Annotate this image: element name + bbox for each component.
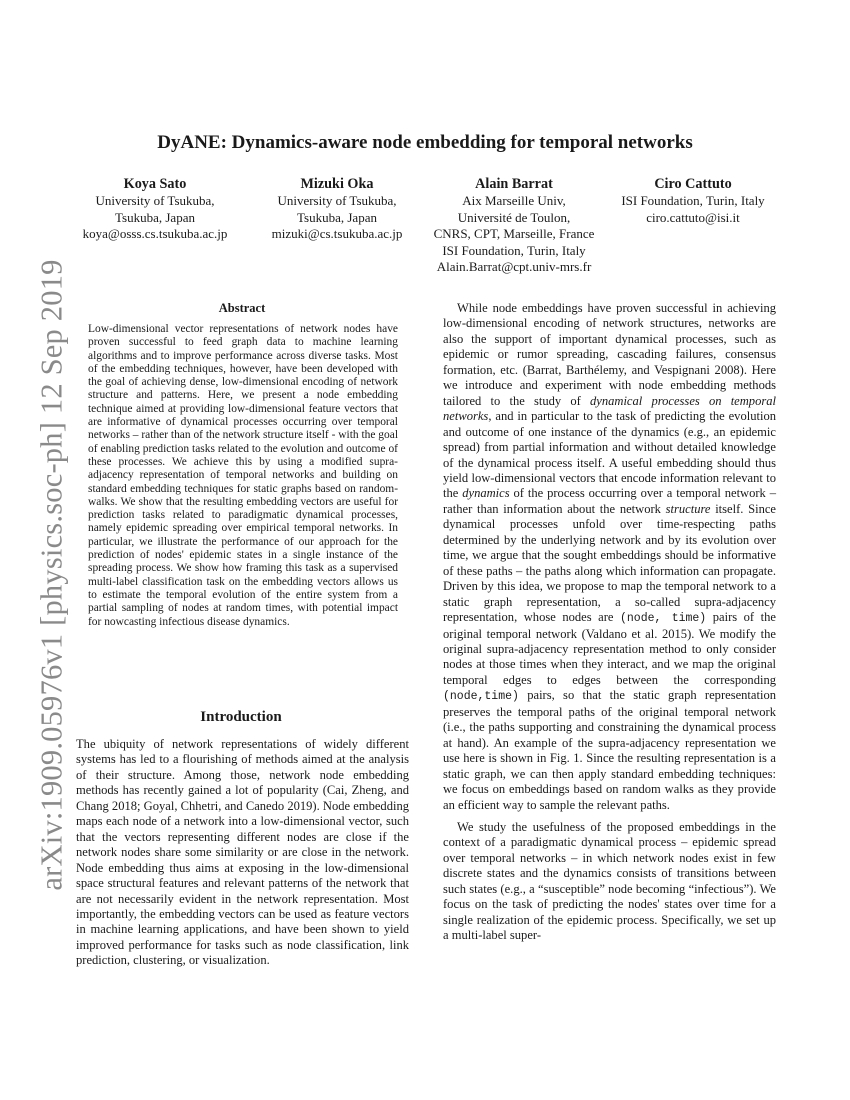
abstract-heading: Abstract: [218, 301, 266, 315]
author-affiliation: Aix Marseille Univ,: [462, 193, 566, 208]
author-block: [621, 176, 764, 226]
text-run: pairs, so that the static graph representation preserves the temporal paths of the original temporal network (i.e., the paths supporting and constraining the dynamical process at hand). An example of the supra-adjacency representation we use here is shown in Fig. 1. Since the resulting representation is a static graph, we can then apply standard embedding techniques: we focus on embeddings based on random walks as they provide an efficient way to sample the relevant paths.: [443, 688, 776, 812]
author-affiliation: ISI Foundation, Turin, Italy: [621, 193, 765, 208]
author-location: Tsukuba, Japan: [115, 209, 195, 225]
author-email: Alain.Barrat@cpt.univ-mrs.fr: [436, 259, 592, 274]
introduction-heading: Introduction: [200, 709, 282, 725]
author-name: Ciro Cattuto: [654, 176, 732, 192]
author-block: [272, 176, 403, 243]
arxiv-identifier: arXiv:1909.05976v1 [physics.soc-ph] 12 Sep 2019: [34, 259, 69, 891]
author-email: koya@osss.cs.tsukuba.ac.jp: [82, 226, 228, 241]
emphasis-text: dynamics: [462, 486, 510, 501]
text-run: , and in particular to the task of predicting the evolution and outcome of one instance of the dynamics (e.g., an epidemic spread) from partial information and without detailed knowledge of the dynamical process itself. A useful embedding should thus yield low-dimensional vectors that encode information relevant to the: [443, 409, 776, 501]
emphasis-text: dynamical processes on temporal networks: [443, 393, 776, 424]
author-name: Mizuki Oka: [300, 176, 374, 192]
paper-title: DyANE: Dynamics-aware node embedding for temporal networks: [157, 132, 693, 153]
author-block: [434, 176, 595, 276]
author-name: Alain Barrat: [475, 176, 553, 192]
right-column-text: [443, 301, 776, 944]
author-name: Koya Sato: [123, 176, 187, 192]
text-run: itself. Since dynamical processes unfold over time-respecting paths determined by the underlying network and by its evolution over time, we argue that the sought embeddings should be informative of these paths – the paths along which information can propagate. Driven by this idea, we propose to map the temporal network to a static graph representation, a so-called supra-adjacency representation, whose nodes are: [443, 501, 776, 625]
author-location: Tsukuba, Japan: [297, 209, 377, 225]
abstract-text: Low-dimensional vector representations of network nodes have proven successful to feed graph data to machine learning algorithms and to improve performance across diverse tasks. Most of the embedding techniques, however, have been developed with the goal of achieving dense, low-dimensional encoding of network structure and patterns. Here, we present a node embedding technique aimed at providing low-dimensional feature vectors that are informative of dynamical processes occurring over temporal networks – rather than of the network structure itself - with the goal of enabling prediction tasks related to the evolution and outcome of these processes. We achieve this by using a modified supra-adjacency representation of temporal networks and building on standard embedding techniques for static graphs based on random-walks. We show that the resulting embedding vectors are useful for prediction tasks related to paradigmatic dynamical processes, namely epidemic spreading over empirical temporal networks. In particular, we illustrate the performance of our approach for the prediction of nodes' epidemic states in a single instance of the spreading process. We show how framing this task as a supervised multi-label classification task on the embedding vectors allows us to estimate the temporal evolution of the entire system from a partial sampling of nodes at random times, with potential impact for nowcasting infectious disease dynamics.: [88, 323, 398, 628]
author-affiliation: University of Tsukuba,: [95, 193, 215, 208]
author-affiliation: University of Tsukuba,: [277, 193, 397, 208]
text-run: of the process occurring over a temporal network – rather than information about the network: [443, 486, 777, 516]
emphasis-text: structure: [665, 501, 711, 516]
author-block: [83, 176, 228, 243]
author-affiliation: Université de Toulon,: [457, 209, 571, 225]
paragraph: [443, 301, 776, 813]
author-affiliation: CNRS, CPT, Marseille, France: [433, 226, 595, 241]
paragraph: We study the usefulness of the proposed embeddings in the context of a paradigmatic dynamical process – epidemic spread over temporal networks – in which network nodes exist in few discrete states and the dynamics consists of transitions between such states (e.g., a “susceptible” node becoming “infectious”). We focus on the task of predicting the nodes' states over time for a single realization of the epidemic process. Specifically, we set up a multi-label super-: [443, 819, 776, 943]
code-text: (node,time): [443, 690, 519, 704]
author-affiliation: ISI Foundation, Turin, Italy: [442, 242, 586, 258]
introduction-text: The ubiquity of network representations of widely different systems has led to a flourishing of methods aimed at the analysis of their structure. Among those, network node embedding methods has recently gained a lot of popularity (Cai, Zheng, and Chang 2018; Goyal, Chhetri, and Canedo 2019). Node embedding maps each node of a network into a low-dimensional vector, such that the vectors representing different nodes are close if the network nodes share some similarity or are close in the network. Node embedding thus aims at exposing in the low-dimensional space structural features and relevant patterns of the network that are not necessarily evident in the network representation. Most importantly, the embedding vectors can be used as feature vectors in machine learning applications, and have been shown to yield improved performance for tasks such as node classification, link prediction, clustering, or visualization.: [76, 737, 409, 968]
text-run: pairs of the original temporal network (Valdano et al. 2015). We modify the original supra-adjacency representation method to only consider nodes at those times when they interact, and we map the original temporal edges to edges between the corresponding: [443, 610, 776, 687]
author-email: ciro.cattuto@isi.it: [646, 209, 740, 225]
text-run: While node embeddings have proven successful in achieving low-dimensional encoding of network structures, networks are also the support of important dynamical processes, such as epidemic or rumor spreading, cascading failures, consensus formation, etc. (Barrat, Barthélemy, and Vespignani 2008). Here we introduce and experiment with node embedding methods tailored to the study of: [443, 301, 776, 408]
code-text: (node, time): [619, 612, 707, 626]
author-email: mizuki@cs.tsukuba.ac.jp: [271, 226, 403, 241]
